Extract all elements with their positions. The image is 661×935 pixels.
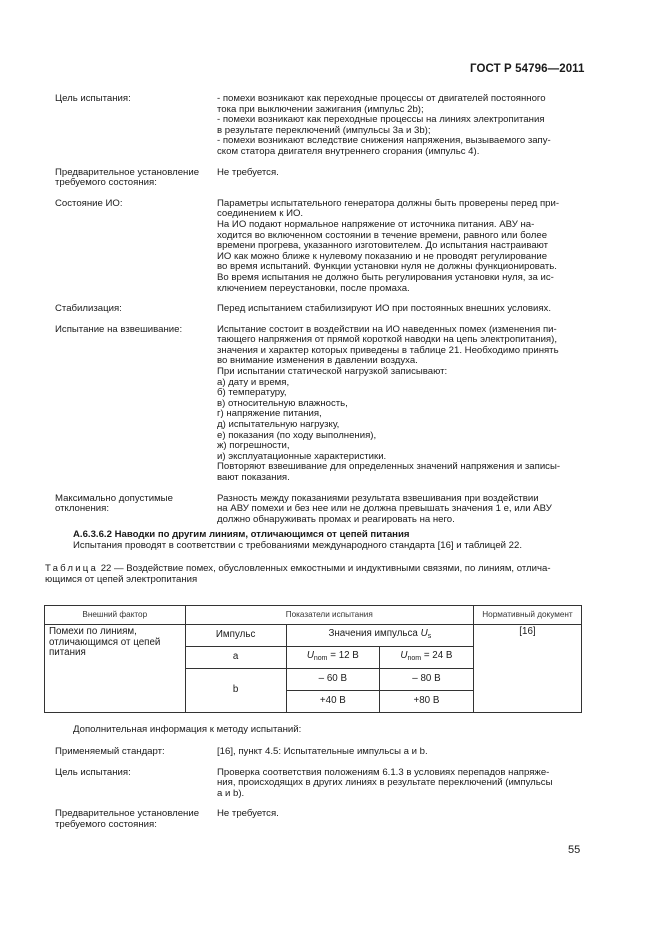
dl-row-weighing-test (55, 325, 575, 484)
header-params: Показатели испытания (185, 606, 473, 625)
unom-12-cell: $U_{nom} = 12$ В (286, 647, 379, 669)
dl-value: - помехи возникают как переходные процессы от двигателей постоянного тока при выключении зажигания (импульс 2b); - помехи возникают как переходные процессы на линиях электропитания в результате переключений (импульсы 3а и 3b); - помехи возникают вследствие снижения напряжения, вызываемого запу- ском статора двигателя внутреннего сгорания (импульс 4). (217, 93, 551, 157)
pulse-label-cell: Импульс (185, 625, 286, 647)
b-pos-24-cell: +80 В (379, 691, 473, 713)
dl-label: Цель испытания: (55, 93, 131, 104)
dl-row-preset (55, 168, 575, 189)
table-header-row (45, 606, 582, 625)
header-doc: Нормативный документ (473, 606, 581, 625)
header-factor: Внешний фактор (45, 606, 186, 625)
section-heading: А.6.3.6.2 Наводки по другим линиям, отличающимся от цепей питания (73, 529, 410, 540)
factor-cell: Помехи по линиям, отличающимся от цепей питания (45, 625, 186, 713)
dl-label: Испытание на взвешивание: (55, 323, 183, 335)
dl-label: Максимально допустимые отклонения: (55, 492, 173, 515)
test-description-list (55, 94, 575, 525)
dl-value: [16], пункт 4.5: Испытательные импульсы а и b. (217, 746, 428, 757)
doc-ref-cell: [16] (473, 625, 581, 713)
dl-row-purpose (55, 94, 575, 158)
values-label-cell: Значения импульса $U_s$ (286, 625, 473, 647)
dl-value: Перед испытанием стабилизируют ИО при постоянных внешних условиях. (217, 303, 551, 315)
additional-info-list (55, 747, 575, 831)
page-number: 55 (568, 844, 581, 856)
extra-info: Дополнительная информация к методу испытаний: (73, 724, 302, 735)
document-code: ГОСТ Р 54796—2011 (470, 63, 585, 75)
table-caption (45, 564, 585, 585)
dl-label: Применяемый стандарт: (55, 746, 165, 757)
dl-label: Стабилизация: (55, 303, 122, 315)
table-row (45, 625, 582, 647)
dl-row-max-deviation (55, 494, 575, 526)
table-caption-line2: ющимся от цепей электропитания (45, 573, 198, 585)
table-caption-line1: 22 — Воздействие помех, обусловленных емкостными и индуктивными связями, по линиям, отлича- (100, 563, 551, 574)
unom-24-cell: $U_{nom} = 24$ В (379, 647, 473, 669)
dl-label: Цель испытания: (55, 766, 131, 778)
section-text: Испытания проводят в соответствии с требованиями международного стандарта [16] и таблицей 22. (73, 540, 523, 551)
dl-value: Не требуется. (217, 166, 279, 178)
dl-label: Предварительное установление требуемого состояния: (55, 808, 200, 830)
dl-value: Параметры испытательного генератора должны быть проверены перед при- соединением к ИО. На ИО подают нормальное напряжение от источника питания. АВУ на- ходится во включенном состоянии в течение времени, равного или более времени прогрева, указанного изготовителем. До испытания настраивают ИО как можно ближе к нулевому показанию и не проводят регулирование во время испытаний. Функции установки нуля не должны функционировать. Во время испытания не должно быть регулирования установки нуля, за ис- ключением переустановки, после промаха. (217, 197, 560, 294)
dl-row-purpose (55, 768, 575, 800)
b-neg-24-cell: – 80 В (379, 669, 473, 691)
b-neg-12-cell: – 60 В (286, 669, 379, 691)
dl-label: Предварительное установление требуемого состояния: (55, 166, 200, 189)
pulse-b-cell: b (185, 669, 286, 713)
dl-row-state (55, 199, 575, 294)
dl-row-standard (55, 747, 575, 758)
b-pos-12-cell: +40 В (286, 691, 379, 713)
dl-label: Состояние ИО: (55, 197, 123, 209)
dl-value: Проверка соответствия положениям 6.1.3 в условиях перепадов напряже- ния, происходящих в других линиях в результате переключений (импульсы а и b). (217, 766, 553, 799)
pulse-a-cell: a (185, 647, 286, 669)
dl-value: Разность между показаниями результата взвешивания при воздействии на АВУ помехи и без нее или не должна превышать значения 1 е, или АВУ должно обнаруживать промах и реагировать на него. (217, 492, 552, 525)
interference-table (44, 605, 582, 713)
dl-row-preset (55, 809, 575, 830)
dl-row-stabilization (55, 304, 575, 315)
table-caption-word: Таблица (45, 563, 99, 574)
dl-value: Испытание состоит в воздействии на ИО наведенных помех (изменения пи- тающего напряжения от прямой короткой наводки на цепь электропитания), значения и характер которых приведены в таблице 21. Необходимо принять во внимание изменения в давлении воздуха. При испытании статической нагрузкой записывают: а) дату и время, б) температуру, в) относительную влажность, г) напряжение питания, д) испытательную нагрузку, е) показания (по ходу выполнения), ж) погрешности, и) эксплуатационные характеристики. Повторяют взвешивание для определенных значений напряжения и записы- вают показания. (217, 323, 561, 483)
dl-value: Не требуется. (217, 808, 279, 820)
